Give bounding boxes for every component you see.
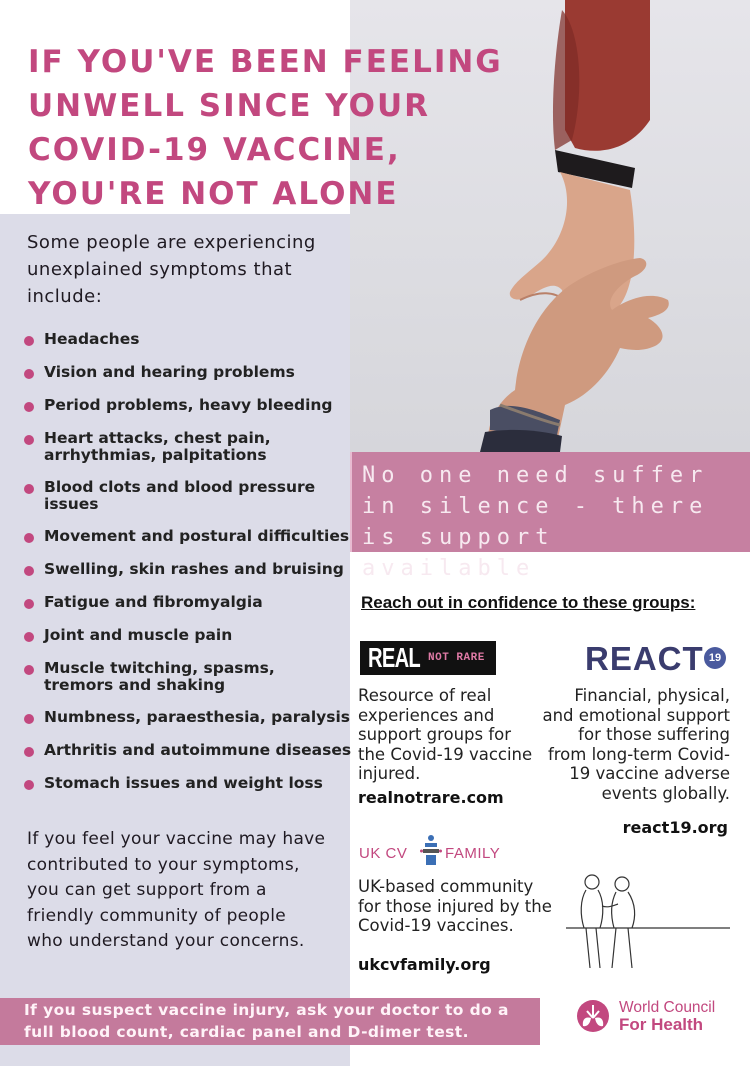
closing-text: If you feel your vaccine may have contributed to your symptoms, you can get support from a friendly community of people who understand your concerns. bbox=[27, 829, 326, 951]
bullet-icon bbox=[24, 714, 34, 724]
headline-line: YOU'RE NOT ALONE bbox=[28, 176, 399, 212]
symptom-label: Stomach issues and weight loss bbox=[44, 774, 323, 792]
symptom-label: Movement and postural difficulties bbox=[44, 527, 350, 545]
react19-link[interactable]: react19.org bbox=[622, 818, 728, 837]
headline bbox=[28, 40, 518, 216]
symptom-label: Heart attacks, chest pain, arrhythmias, palpitations bbox=[44, 429, 271, 464]
realnotrare-logo bbox=[360, 641, 496, 675]
bottom-banner-text: If you suspect vaccine injury, ask your doctor to do a full blood count, cardiac panel and D-dimer test. bbox=[24, 1001, 509, 1041]
bullet-icon bbox=[24, 632, 34, 642]
symptom-label: Headaches bbox=[44, 330, 140, 348]
bullet-icon bbox=[24, 665, 34, 675]
symptom-item bbox=[24, 364, 364, 381]
reach-out-heading: Reach out in confidence to these groups: bbox=[361, 593, 696, 612]
headline-line: COVID-19 VACCINE, bbox=[28, 132, 401, 168]
bullet-icon bbox=[24, 747, 34, 757]
wch-text bbox=[619, 1000, 715, 1033]
headline-line: IF YOU'VE BEEN FEELING bbox=[28, 44, 503, 80]
symptom-item bbox=[24, 594, 364, 611]
intro-text: Some people are experiencing unexplained symptoms that include: bbox=[27, 232, 316, 307]
bullet-icon bbox=[24, 599, 34, 609]
wch-line2: For Health bbox=[619, 1014, 704, 1034]
bullet-icon bbox=[24, 369, 34, 379]
world-council-for-health-logo bbox=[575, 998, 725, 1038]
bullet-icon bbox=[24, 533, 34, 543]
symptom-item bbox=[24, 479, 334, 513]
ukcvfamily-description: UK-based community for those injured by the Covid-19 vaccines. bbox=[358, 877, 552, 935]
symptom-item bbox=[24, 627, 364, 644]
two-people-sketch-illustration bbox=[566, 870, 730, 975]
symptom-label: Fatigue and fibromyalgia bbox=[44, 593, 263, 611]
symptom-item bbox=[24, 430, 314, 464]
callout-text: No one need suffer in silence - there is support available bbox=[362, 463, 709, 581]
bullet-icon bbox=[24, 566, 34, 576]
wch-lungs-icon bbox=[575, 998, 611, 1034]
ukcvfamily-logo bbox=[359, 834, 519, 874]
symptom-item bbox=[24, 528, 364, 545]
symptom-item bbox=[24, 397, 364, 414]
ukcvfamily-link[interactable]: ukcvfamily.org bbox=[358, 955, 491, 974]
realnotrare-logo-big: REAL bbox=[368, 642, 421, 673]
symptom-label: Blood clots and blood pressure issues bbox=[44, 478, 316, 513]
symptom-item bbox=[24, 660, 349, 694]
family-figure-icon bbox=[420, 834, 442, 868]
react19-badge: 19 bbox=[704, 647, 726, 669]
symptom-label: Swelling, skin rashes and bruising bbox=[44, 560, 344, 578]
symptom-label: Vision and hearing problems bbox=[44, 363, 295, 381]
bullet-icon bbox=[24, 484, 34, 494]
bullet-icon bbox=[24, 336, 34, 346]
symptom-item bbox=[24, 709, 364, 726]
symptom-label: Arthritis and autoimmune diseases bbox=[44, 741, 352, 759]
react19-logo: REACT bbox=[585, 640, 704, 677]
symptom-item bbox=[24, 775, 364, 792]
ukcvfamily-logo-right: FAMILY bbox=[445, 845, 501, 862]
react19-description: Financial, physical, and emotional support for those suffering from long-term Covid-19 vaccine adverse events globally. bbox=[542, 686, 730, 803]
symptom-item bbox=[24, 561, 364, 578]
realnotrare-link[interactable]: realnotrare.com bbox=[358, 788, 504, 807]
symptom-label: Muscle twitching, spasms, tremors and shaking bbox=[44, 659, 275, 694]
bullet-icon bbox=[24, 435, 34, 445]
wch-line1: World Council bbox=[619, 999, 716, 1016]
symptom-label: Numbness, paraesthesia, paralysis bbox=[44, 708, 351, 726]
ukcvfamily-logo-left: UK CV bbox=[359, 845, 408, 862]
symptom-label: Joint and muscle pain bbox=[44, 626, 233, 644]
realnotrare-logo-small: NOT RARE bbox=[428, 652, 485, 664]
symptom-item bbox=[24, 742, 364, 759]
headline-line: UNWELL SINCE YOUR bbox=[28, 88, 431, 124]
bullet-icon bbox=[24, 780, 34, 790]
symptom-label: Period problems, heavy bleeding bbox=[44, 396, 333, 414]
symptom-item bbox=[24, 331, 364, 348]
realnotrare-description: Resource of real experiences and support groups for the Covid-19 vaccine injured. bbox=[358, 686, 533, 783]
bullet-icon bbox=[24, 402, 34, 412]
